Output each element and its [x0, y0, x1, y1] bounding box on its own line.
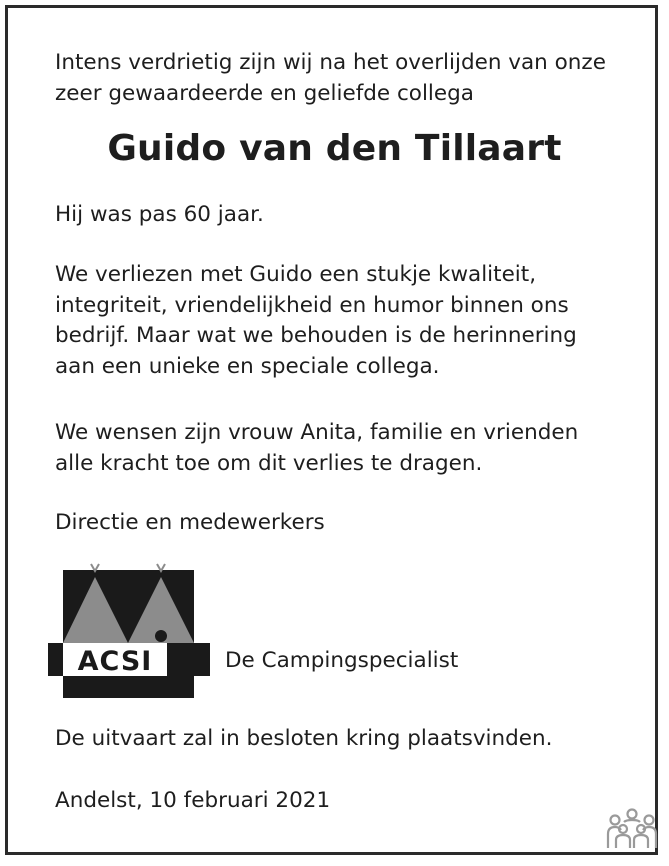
funeral-paragraph: De uitvaart zal in besloten kring plaatsvinden. [55, 726, 553, 751]
loss-line-2: integriteit, vriendelijkheid en humor binnen ons [55, 292, 569, 318]
signature: Directie en medewerkers [55, 510, 325, 535]
intro-line-1: Intens verdrietig zijn wij na het overlijden van onze [55, 50, 606, 75]
company-tagline: De Campingspecialist [225, 648, 459, 673]
loss-paragraph [55, 260, 625, 382]
wish-line-2: alle kracht toe om dit verlies te dragen. [55, 450, 483, 476]
logo-text: ACSI [77, 646, 153, 677]
logo-dot [155, 630, 167, 642]
intro-line-2: zeer gewaardeerde en geliefde collega [55, 80, 474, 106]
loss-line-3: bedrijf. Maar wat we behouden is de herinnering [55, 323, 577, 348]
logo-pole-right [157, 564, 165, 571]
logo-pole-left [91, 564, 99, 571]
wish-paragraph [55, 418, 625, 479]
family-icon [606, 808, 658, 852]
logo-base [63, 676, 194, 698]
age-paragraph: Hij was pas 60 jaar. [55, 202, 264, 227]
loss-line-4: aan een unieke en speciale collega. [55, 353, 440, 379]
intro-paragraph [55, 48, 625, 109]
place-date: Andelst, 10 februari 2021 [55, 788, 331, 813]
wish-line-1: We wensen zijn vrouw Anita, familie en vrienden [55, 420, 579, 445]
loss-line-1: We verliezen met Guido een stukje kwaliteit, [55, 262, 537, 287]
deceased-name: Guido van den Tillaart [107, 128, 562, 169]
acsi-logo [48, 563, 210, 699]
